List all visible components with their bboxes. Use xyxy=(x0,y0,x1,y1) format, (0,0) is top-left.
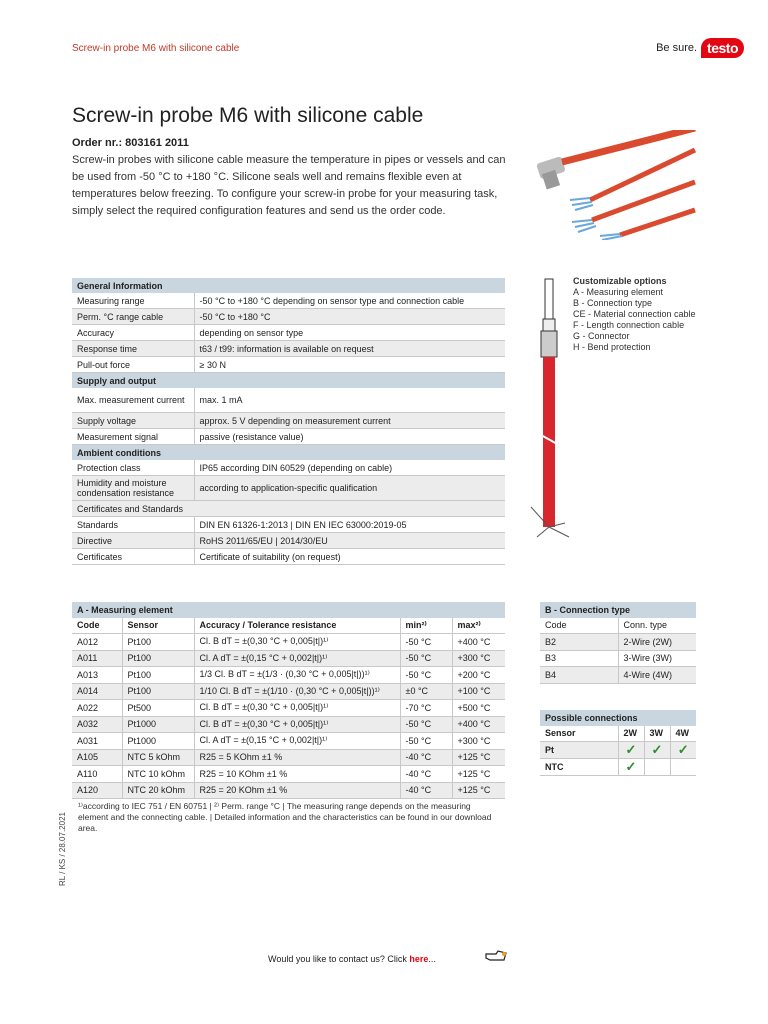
table-cell: +200 °C xyxy=(452,667,505,684)
table-cell: R25 = 5 KOhm ±1 % xyxy=(194,749,400,766)
option-item: F - Length connection cable xyxy=(573,320,685,330)
spec-label: Certificates xyxy=(72,549,194,565)
table-row xyxy=(72,667,505,684)
table-row xyxy=(72,782,505,799)
table-cell: Cl. A dT = ±(0,15 °C + 0,002|t|)¹⁾ xyxy=(194,650,400,667)
table-cell: Pt500 xyxy=(122,700,194,717)
intro-text: Screw-in probes with silicone cable measure the temperature in pipes or vessels and can be used from -50 °C to +180 °C. Silicone seals well and remains flexible even at temperatures below freezing. To configure your screw-in probe for your measuring task, simply select the required configuration features and send us the order code. xyxy=(72,154,506,217)
spec-value: -50 °C to +180 °C xyxy=(194,309,505,325)
spec-value: max. 1 mA xyxy=(194,388,505,413)
table-cell: A022 xyxy=(72,700,122,717)
table-row xyxy=(72,650,505,667)
spec-label: Standards xyxy=(72,517,194,533)
table-cell: NTC 10 kOhm xyxy=(122,766,194,783)
section-header: Supply and output xyxy=(72,373,505,389)
table-cell: Cl. B dT = ±(0,30 °C + 0,005|t|)¹⁾ xyxy=(194,634,400,651)
table-cell: Pt1000 xyxy=(122,733,194,750)
table-cell: ±0 °C xyxy=(400,683,452,700)
table-cell: Pt xyxy=(540,742,618,759)
table-cell: +125 °C xyxy=(452,766,505,783)
table-cell: +300 °C xyxy=(452,733,505,750)
contact-link[interactable]: here xyxy=(409,954,429,964)
table-cell: B4 xyxy=(540,667,618,684)
table-cell: 1/3 Cl. B dT = ±(1/3 · (0,30 °C + 0,005|t|))¹⁾ xyxy=(194,667,400,684)
spec-label: Protection class xyxy=(72,460,194,476)
footnote: ¹⁾according to IEC 751 / EN 60751 | ²⁾ Perm. range °C | The measuring range depends on the measuring element and the connecting cable. | Detailed information and the characteristics can be found in our download area. xyxy=(78,801,492,833)
contact-tail: ... xyxy=(428,954,436,964)
table-cell: 2-Wire (2W) xyxy=(618,634,696,651)
table-cell: Pt100 xyxy=(122,667,194,684)
option-item: CE - Material connection cable xyxy=(573,309,696,319)
table-cell: B3 xyxy=(540,650,618,667)
table-cell: Pt100 xyxy=(122,634,194,651)
spec-label: Humidity and moisture condensation resistance xyxy=(72,476,194,501)
options-title: Customizable options xyxy=(573,276,667,286)
table-cell: A105 xyxy=(72,749,122,766)
spec-label: Accuracy xyxy=(72,325,194,341)
col-header: Accuracy / Tolerance resistance xyxy=(194,618,400,634)
spec-value: IP65 according DIN 60529 (depending on cable) xyxy=(194,460,505,476)
check-icon: ✓ xyxy=(670,742,696,759)
table-row xyxy=(72,749,505,766)
table-cell: +400 °C xyxy=(452,634,505,651)
table-cell: A013 xyxy=(72,667,122,684)
spec-label: Pull-out force xyxy=(72,357,194,373)
check-icon: ✓ xyxy=(618,759,644,776)
col-header: Conn. type xyxy=(618,618,696,634)
spec-value: ≥ 30 N xyxy=(194,357,505,373)
table-cell: R25 = 10 KOhm ±1 % xyxy=(194,766,400,783)
spec-label: Directive xyxy=(72,533,194,549)
col-header: Sensor xyxy=(540,726,618,742)
side-note: RL / KS / 28.07.2021 xyxy=(58,812,67,886)
spec-label: Measurement signal xyxy=(72,429,194,445)
check-icon xyxy=(644,759,670,776)
col-header: Sensor xyxy=(122,618,194,634)
table-cell: NTC 5 kOhm xyxy=(122,749,194,766)
spec-label: Max. measurement current xyxy=(72,388,194,413)
table-row xyxy=(72,716,505,733)
connection-type-table xyxy=(540,602,696,684)
col-header: Code xyxy=(540,618,618,634)
table-cell: Cl. B dT = ±(0,30 °C + 0,005|t|)¹⁾ xyxy=(194,716,400,733)
option-item: G - Connector xyxy=(573,331,630,341)
table-cell: Cl. B dT = ±(0,30 °C + 0,005|t|)¹⁾ xyxy=(194,700,400,717)
table-cell: A012 xyxy=(72,634,122,651)
col-header: min²⁾ xyxy=(400,618,452,634)
table-cell: A120 xyxy=(72,782,122,799)
col-header: 4W xyxy=(670,726,696,742)
spec-value: depending on sensor type xyxy=(194,325,505,341)
table-cell: -40 °C xyxy=(400,766,452,783)
check-icon xyxy=(670,759,696,776)
spec-label: Supply voltage xyxy=(72,413,194,429)
col-header: max²⁾ xyxy=(452,618,505,634)
table-cell: -50 °C xyxy=(400,634,452,651)
table-cell: B2 xyxy=(540,634,618,651)
table-cell: A014 xyxy=(72,683,122,700)
table-cell: +125 °C xyxy=(452,782,505,799)
table-cell: -50 °C xyxy=(400,716,452,733)
table-cell: A110 xyxy=(72,766,122,783)
possible-connections-table xyxy=(540,710,696,776)
table-cell: A011 xyxy=(72,650,122,667)
table-cell: -70 °C xyxy=(400,700,452,717)
page-title: Screw-in probe M6 with silicone cable xyxy=(72,104,424,127)
option-item: B - Connection type xyxy=(573,298,653,308)
testo-logo[interactable]: testo xyxy=(701,38,744,58)
option-item: A - Measuring element xyxy=(573,287,664,297)
table-cell: NTC xyxy=(540,759,618,776)
table-row xyxy=(72,766,505,783)
spec-label: Response time xyxy=(72,341,194,357)
check-icon: ✓ xyxy=(644,742,670,759)
spec-value: Certificate of suitability (on request) xyxy=(194,549,505,565)
col-header: 3W xyxy=(644,726,670,742)
table-cell: -50 °C xyxy=(400,667,452,684)
spec-label: Perm. °C range cable xyxy=(72,309,194,325)
table-row xyxy=(72,733,505,750)
order-number: Order nr.: 803161 2011 xyxy=(72,137,189,149)
table-cell: +300 °C xyxy=(452,650,505,667)
table-cell: A031 xyxy=(72,733,122,750)
table-title: B - Connection type xyxy=(540,602,696,618)
section-header: Ambient conditions xyxy=(72,445,505,461)
probe-drawing xyxy=(525,275,575,545)
contact-line xyxy=(268,954,436,964)
table-cell: -40 °C xyxy=(400,749,452,766)
spec-value: passive (resistance value) xyxy=(194,429,505,445)
check-icon: ✓ xyxy=(618,742,644,759)
table-title: Possible connections xyxy=(540,710,696,726)
spec-value: RoHS 2011/65/EU | 2014/30/EU xyxy=(194,533,505,549)
table-cell: Pt1000 xyxy=(122,716,194,733)
table-cell: Pt100 xyxy=(122,650,194,667)
table-row xyxy=(72,634,505,651)
table-cell: +100 °C xyxy=(452,683,505,700)
table-cell: R25 = 20 KOhm ±1 % xyxy=(194,782,400,799)
table-title: A - Measuring element xyxy=(72,602,505,618)
table-cell: Cl. A dT = ±(0,15 °C + 0,002|t|)¹⁾ xyxy=(194,733,400,750)
table-cell: 4-Wire (4W) xyxy=(618,667,696,684)
spec-value: DIN EN 61326-1:2013 | DIN EN IEC 63000:2019-05 xyxy=(194,517,505,533)
spec-value: t63 / t99: information is available on request xyxy=(194,341,505,357)
table-cell: NTC 20 kOhm xyxy=(122,782,194,799)
table-row xyxy=(72,700,505,717)
section-header: General Information xyxy=(72,278,505,293)
header-title: Screw-in probe M6 with silicone cable xyxy=(72,43,240,54)
spec-value: -50 °C to +180 °C depending on sensor type and connection cable xyxy=(194,293,505,309)
brand-claim: Be sure. xyxy=(656,42,698,54)
section-header: Certificates and Standards xyxy=(72,501,505,517)
table-cell: +125 °C xyxy=(452,749,505,766)
customizable-options xyxy=(573,276,703,353)
spec-value: approx. 5 V depending on measurement current xyxy=(194,413,505,429)
brand xyxy=(656,38,744,58)
col-header: Code xyxy=(72,618,122,634)
table-cell: -40 °C xyxy=(400,782,452,799)
table-cell: Pt100 xyxy=(122,683,194,700)
table-cell: +500 °C xyxy=(452,700,505,717)
table-row xyxy=(72,683,505,700)
table-cell: 3-Wire (3W) xyxy=(618,650,696,667)
product-photo xyxy=(530,130,700,240)
table-cell: +400 °C xyxy=(452,716,505,733)
table-cell: -50 °C xyxy=(400,733,452,750)
pointing-hand-icon[interactable] xyxy=(484,948,508,964)
table-cell: -50 °C xyxy=(400,650,452,667)
measuring-element-table xyxy=(72,602,505,799)
col-header: 2W xyxy=(618,726,644,742)
table-cell: A032 xyxy=(72,716,122,733)
general-info-table xyxy=(72,278,505,565)
spec-label: Measuring range xyxy=(72,293,194,309)
spec-value: according to application-specific qualification xyxy=(194,476,505,501)
table-cell: 1/10 Cl. B dT = ±(1/10 · (0,30 °C + 0,005|t|))¹⁾ xyxy=(194,683,400,700)
contact-text: Would you like to contact us? Click xyxy=(268,954,410,964)
option-item: H - Bend protection xyxy=(573,342,651,352)
